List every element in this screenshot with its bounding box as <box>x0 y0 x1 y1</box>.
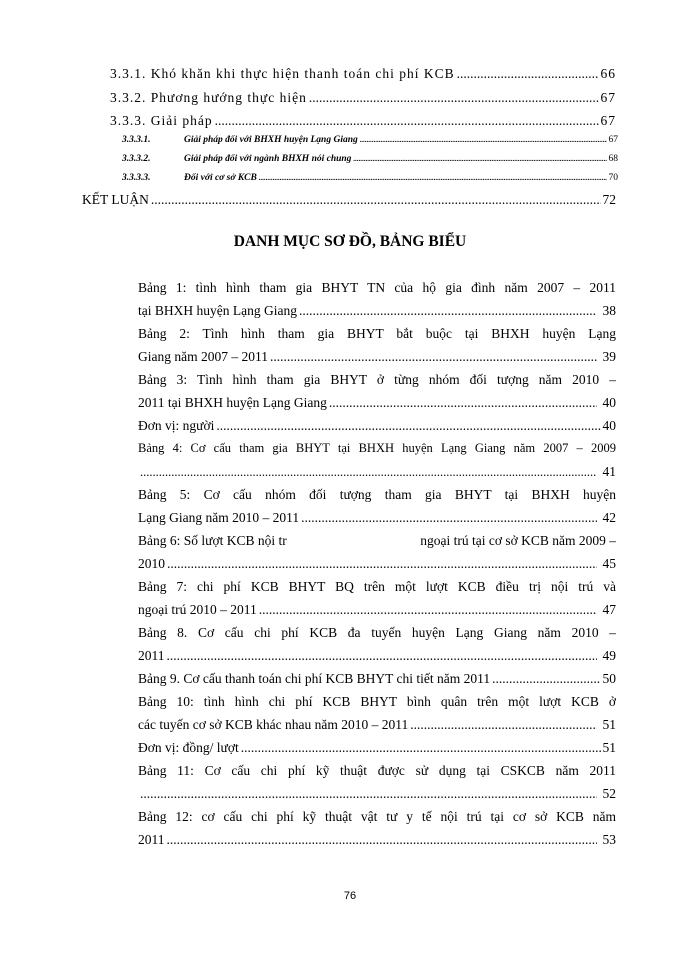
toc-leader-dots <box>151 190 601 210</box>
entry-page: 47 <box>602 602 616 617</box>
toc-leader-dots <box>457 64 599 84</box>
table-entry-5[interactable] <box>138 483 616 529</box>
entry-line-1: Bảng 11: Cơ cấu chi phí kỹ thuật được sử dụng tại CSKCB năm 2011 <box>138 763 616 778</box>
toc-entry-title: Giải pháp đối với BHXH huyện Lạng Giang <box>184 135 358 145</box>
entry-page: 45 <box>602 556 616 571</box>
entry-page: 39 <box>602 349 616 364</box>
entry-line-1: Bảng 5: Cơ cấu nhóm đối tượng tham gia BHYT tại BHXH huyện <box>138 487 616 502</box>
entry-line-2: 2010 <box>138 556 165 571</box>
entry-page: 50 <box>602 671 616 686</box>
toc-leader-dots <box>259 598 597 621</box>
toc-entry-3-3-3-3[interactable] <box>122 168 618 188</box>
toc-leader-dots <box>301 506 596 529</box>
entry-line-1: Bảng 10: tình hình chi phí KCB BHYT bình quân trên một lượt KCB ở <box>138 694 616 709</box>
entry-line-1: Bảng 8. Cơ cấu chi phí KCB đa tuyến huyện Lạng Giang năm 2010 – <box>138 625 616 640</box>
entry-line-1: Bảng 1: tình hình tham gia BHYT TN của hộ gia đình năm 2007 – 2011 <box>138 280 616 295</box>
toc-leader-dots <box>140 782 597 805</box>
toc-entry-title: Phương hướng thực hiện <box>150 90 307 105</box>
entry-line: Bảng 9. Cơ cấu thanh toán chi phí KCB BHYT chi tiết năm 2011 <box>138 671 491 686</box>
table-entry-7[interactable] <box>138 575 616 621</box>
entry-line-1: Bảng 7: chi phí KCB BHYT BQ trên một lượt KCB điều trị nội trú và <box>138 579 616 594</box>
entry-page: 42 <box>602 510 616 525</box>
list-of-tables-heading: DANH MỤC SƠ ĐỒ, BẢNG BIỂU <box>233 233 467 250</box>
toc-entry-page: 70 <box>608 173 618 183</box>
toc-entry-3-3-3-1[interactable] <box>122 130 618 150</box>
toc-entry-3-3-3[interactable] <box>110 111 616 131</box>
entry-page: 49 <box>602 648 616 663</box>
table-entry-10[interactable] <box>138 690 616 736</box>
entry-page: 53 <box>602 832 616 847</box>
toc-entry-number: 3.3.3.1. <box>122 135 151 145</box>
table-entry-12[interactable] <box>138 805 616 851</box>
table-entry-2[interactable] <box>138 322 616 368</box>
toc-leader-dots <box>167 644 597 667</box>
toc-leader-dots <box>360 130 607 150</box>
entry-line-1-start: Bảng 6: Số lượt KCB nội tr <box>138 533 287 548</box>
entry-page: 40 <box>602 418 616 433</box>
page-number: 76 <box>343 890 357 902</box>
toc-entry-number: 3.3.3.3. <box>122 173 151 183</box>
entry-line-2: ngoại trú 2010 – 2011 <box>138 602 257 617</box>
entry-line-2: Giang năm 2007 – 2011 <box>138 349 268 364</box>
toc-entry-title: KẾT LUẬN <box>82 192 149 207</box>
entry-page: 41 <box>602 464 616 479</box>
toc-entry-page: 67 <box>600 113 616 128</box>
toc-leader-dots <box>216 414 600 437</box>
toc-leader-dots <box>241 736 601 759</box>
table-entry-1[interactable] <box>138 276 616 322</box>
entry-line-2: Lạng Giang năm 2010 – 2011 <box>138 510 300 525</box>
toc-leader-dots <box>492 667 600 690</box>
toc-entry-title: Khó khăn khi thực hiện thanh toán chi phí KCB <box>150 66 455 81</box>
toc-entry-title: Giải pháp đối với ngành BHXH nói chung <box>184 154 352 164</box>
entry-page: 51 <box>602 717 616 732</box>
toc-entry-page: 68 <box>608 154 618 164</box>
table-entry-9[interactable] <box>138 667 616 690</box>
toc-entry-3-3-1[interactable] <box>110 64 616 84</box>
toc-leader-dots <box>167 828 597 851</box>
table-entry-4[interactable] <box>138 437 616 484</box>
entry-line-1: Bảng 2: Tình hình tham gia BHYT bắt buộc tại BHXH huyện Lạng <box>138 326 616 341</box>
table-entry-8[interactable] <box>138 621 616 667</box>
toc-leader-dots <box>353 149 606 169</box>
toc-entry-title: Đối với cơ sở KCB <box>184 173 257 183</box>
toc-entry-3-3-2[interactable] <box>110 88 616 108</box>
entry-line-1-end: ngoại trú tại cơ sở KCB năm 2009 – <box>420 533 616 548</box>
entry-line-2: tại BHXH huyện Lạng Giang <box>138 303 297 318</box>
toc-leader-dots <box>309 88 599 108</box>
table-entry-11[interactable] <box>138 759 616 805</box>
table-entry-unit-dong[interactable] <box>138 736 616 759</box>
toc-entry-number: 3.3.3.2. <box>122 154 151 164</box>
table-entry-unit-nguoi[interactable] <box>138 414 616 437</box>
toc-leader-dots <box>410 713 596 736</box>
entry-page: 40 <box>602 395 616 410</box>
entry-page: 52 <box>602 786 616 801</box>
entry-line: Đơn vị: người <box>138 418 215 433</box>
entry-line-2: 2011 <box>138 648 165 663</box>
entry-line-1: Bảng 12: cơ cấu chi phí kỹ thuật vật tư y tế nội trú tại cơ sở KCB năm <box>138 809 616 824</box>
toc-entry-page: 67 <box>600 90 616 105</box>
toc-leader-dots <box>329 391 597 414</box>
toc-entry-3-3-3-2[interactable] <box>122 149 618 169</box>
entry-line-1 <box>138 529 616 552</box>
toc-entry-page: 67 <box>608 135 618 145</box>
table-entry-6[interactable] <box>138 529 616 575</box>
toc-entry-title: Giải pháp <box>150 113 213 128</box>
toc-leader-dots <box>167 552 597 575</box>
toc-leader-dots <box>270 345 597 368</box>
toc-entry-ket-luan[interactable] <box>82 190 616 210</box>
entry-line-1: Bảng 4: Cơ cấu tham gia BHYT tại BHXH huyện Lạng Giang năm 2007 – 2009 <box>138 441 616 455</box>
toc-entry-page: 72 <box>602 192 616 207</box>
toc-entry-number: 3.3.2. <box>110 90 147 105</box>
table-entry-3[interactable] <box>138 368 616 414</box>
toc-entry-number: 3.3.3. <box>110 113 147 128</box>
toc-leader-dots <box>215 111 599 131</box>
entry-line-2: 2011 tại BHXH huyện Lạng Giang <box>138 395 327 410</box>
toc-leader-dots <box>140 461 597 484</box>
entry-line-2: 2011 <box>138 832 165 847</box>
entry-line: Đơn vị: đồng/ lượt <box>138 740 239 755</box>
toc-leader-dots <box>299 299 597 322</box>
entry-page: 51 <box>602 740 616 755</box>
entry-line-2: các tuyến cơ sở KCB khác nhau năm 2010 – 2011 <box>138 717 409 732</box>
toc-leader-dots <box>259 168 607 188</box>
toc-entry-page: 66 <box>600 66 616 81</box>
entry-line-1: Bảng 3: Tình hình tham gia BHYT ở từng nhóm đối tượng năm 2010 – <box>138 372 616 387</box>
toc-entry-number: 3.3.1. <box>110 66 147 81</box>
entry-page: 38 <box>602 303 616 318</box>
